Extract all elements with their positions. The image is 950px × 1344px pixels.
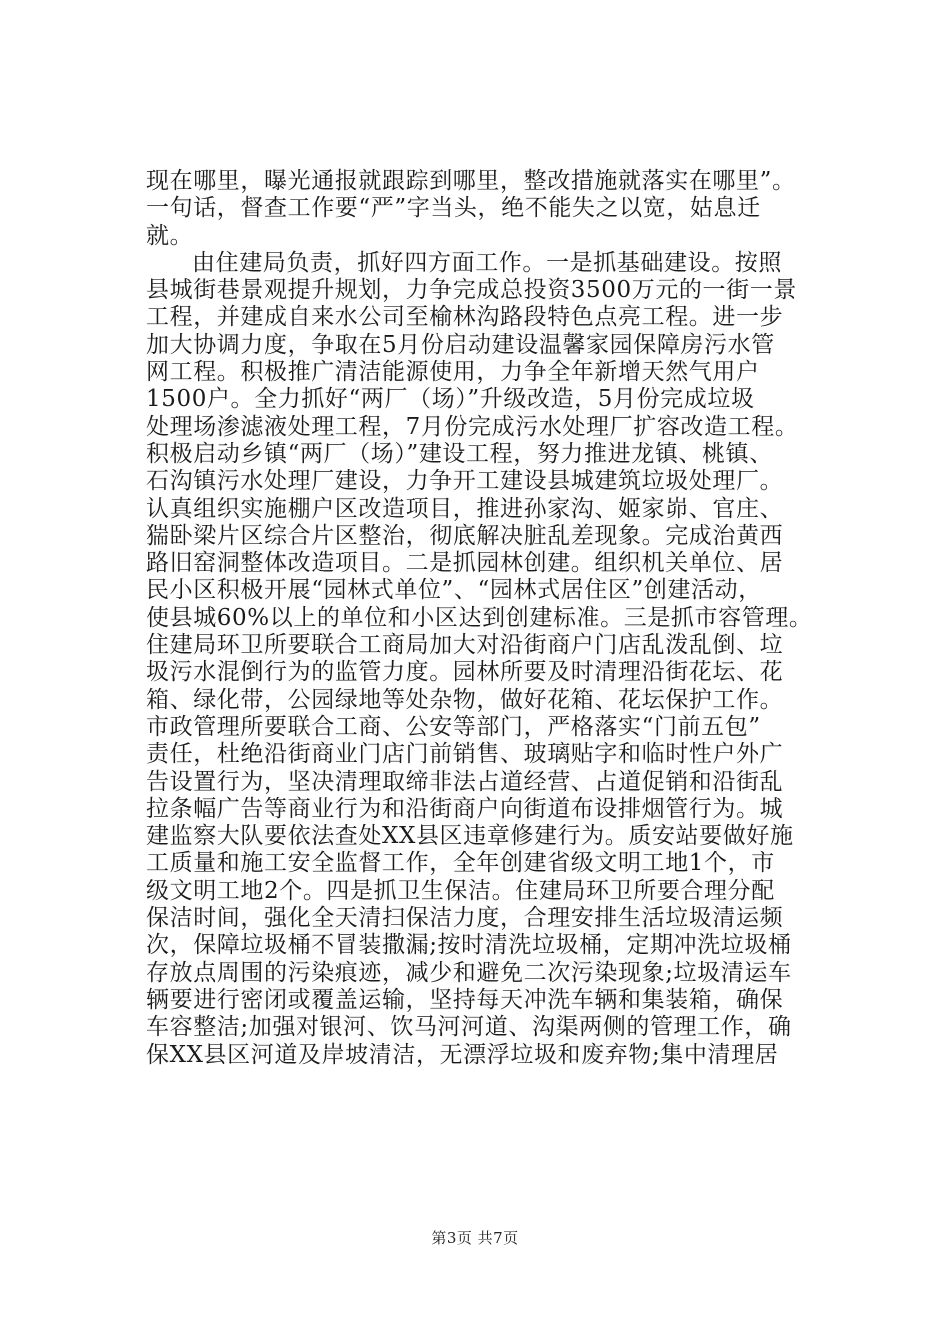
text-line: 民小区积极开展“园林式单位”、“园林式居住区”创建活动， bbox=[146, 577, 762, 604]
text-line: 存放点周围的污染痕迹，减少和避免二次污染现象;垃圾清运车 bbox=[146, 959, 792, 986]
text-line: 工质量和施工安全监督工作，全年创建省级文明工地1个，市 bbox=[146, 850, 775, 877]
page-footer bbox=[0, 1227, 950, 1248]
document-body bbox=[146, 168, 848, 1069]
text-line: 保洁时间，强化全天清扫保洁力度，合理安排生活垃圾清运频 bbox=[146, 905, 784, 932]
text-line: 使县城60%以上的单位和小区达到创建标准。三是抓市容管理。 bbox=[146, 604, 813, 631]
text-line: 建监察大队要依法查处XX县区违章修建行为。质安站要做好施 bbox=[146, 823, 794, 850]
text-line: 积极启动乡镇“两厂（场）”建设工程，努力推进龙镇、桃镇、 bbox=[146, 440, 773, 467]
text-line: 认真组织实施棚户区改造项目，推进孙家沟、姬家峁、官庄、 bbox=[146, 495, 784, 522]
text-line: 级文明工地2个。四是抓卫生保洁。住建局环卫所要合理分配 bbox=[146, 877, 775, 904]
text-line: 辆要进行密闭或覆盖运输，坚持每天冲洗车辆和集装箱，确保 bbox=[146, 986, 784, 1013]
text-line: 网工程。积极推广清洁能源使用，力争全年新增天然气用户 bbox=[146, 359, 760, 386]
text-line: 告设置行为，坚决清理取缔非法占道经营、占道促销和沿街乱 bbox=[146, 768, 784, 795]
text-line: 处理场渗滤液处理工程，7月份完成污水处理厂扩容改造工程。 bbox=[146, 413, 799, 440]
text-line: 住建局环卫所要联合工商局加大对沿街商户门店乱泼乱倒、垃 bbox=[146, 632, 784, 659]
text-line: 加大协调力度，争取在5月份启动建设温馨家园保障房污水管 bbox=[146, 331, 775, 358]
text-line: 箱、绿化带，公园绿地等处杂物，做好花箱、花坛保护工作。 bbox=[146, 686, 784, 713]
text-line: 县城街巷景观提升规划，力争完成总投资3500万元的一街一景 bbox=[146, 277, 797, 304]
text-line: 市政管理所要联合工商、公安等部门，严格落实“门前五包” bbox=[146, 713, 761, 740]
text-line: 现在哪里，曝光通报就跟踪到哪里，整改措施就落实在哪里”。 bbox=[146, 168, 796, 194]
text-line: 车容整洁;加强对银河、饮马河河道、沟渠两侧的管理工作，确 bbox=[146, 1014, 792, 1041]
text-line: 1500户。全力抓好“两厂（场）”升级改造，5月份完成垃圾 bbox=[146, 386, 755, 413]
paragraph-first-line: 由住建局负责，抓好四方面工作。一是抓基础建设。按照 bbox=[192, 249, 782, 276]
text-line: 拉条幅广告等商业行为和沿街商户向街道布设排烟管行为。城 bbox=[146, 795, 784, 822]
text-line: 就。 bbox=[146, 222, 194, 249]
text-line: 猯卧梁片区综合片区整治，彻底解决脏乱差现象。完成治黄西 bbox=[146, 522, 784, 549]
text-line: 路旧窑洞整体改造项目。二是抓园林创建。组织机关单位、居 bbox=[146, 550, 784, 577]
text-line: 圾污水混倒行为的监管力度。园林所要及时清理沿街花坛、花 bbox=[146, 659, 784, 686]
text-line: 一句话，督查工作要“严”字当头，绝不能失之以宽，姑息迁 bbox=[146, 195, 761, 222]
text-line: 保XX县区河道及岸坡清洁，无漂浮垃圾和废弃物;集中清理居 bbox=[146, 1041, 779, 1068]
text-line: 石沟镇污水处理厂建设，力争开工建设县城建筑垃圾处理厂。 bbox=[146, 468, 784, 495]
text-line: 工程，并建成自来水公司至榆林沟路段特色点亮工程。进一步 bbox=[146, 304, 784, 331]
text-line: 次，保障垃圾桶不冒装撒漏;按时清洗垃圾桶，定期冲洗垃圾桶 bbox=[146, 932, 792, 959]
text-line: 责任，杜绝沿街商业门店门前销售、玻璃贴字和临时性户外广 bbox=[146, 741, 784, 768]
page-number-label: 第3页 共7页 bbox=[431, 1229, 519, 1247]
